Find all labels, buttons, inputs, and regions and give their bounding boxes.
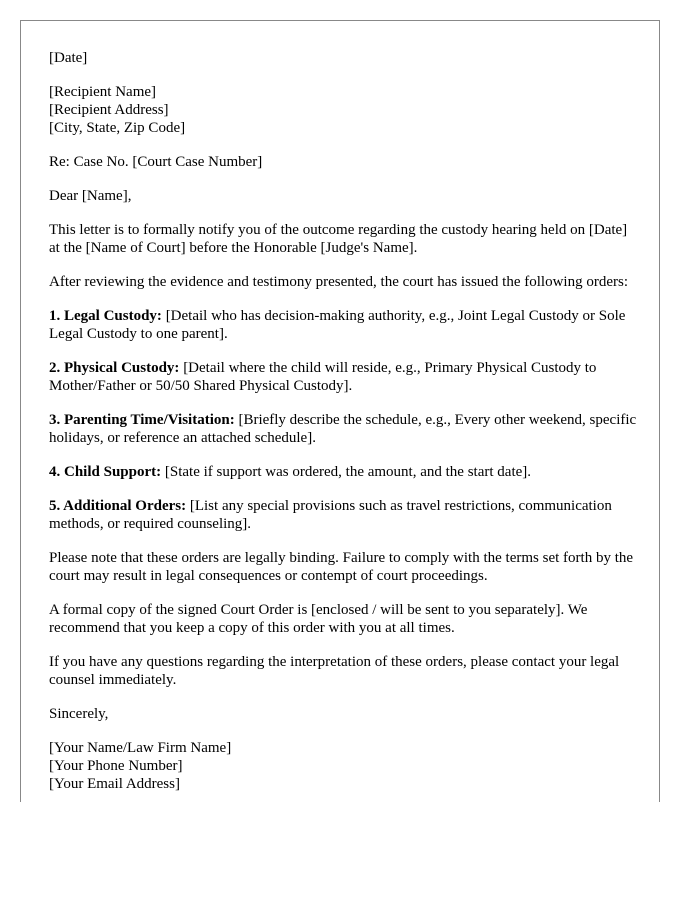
questions-paragraph: If you have any questions regarding the interpretation of these orders, please contact your legal counsel immediately.: [49, 654, 620, 688]
recipient-city: [City, State, Zip Code]: [49, 120, 186, 136]
order-text: [Detail who has decision-making authority, e.g., Joint Legal Custody or Sole Legal Custody to one parent].: [49, 308, 626, 342]
order-title: 2. Physical Custody:: [49, 360, 180, 376]
order-title: 3. Parenting Time/Visitation:: [49, 412, 235, 428]
order-text: [Detail where the child will reside, e.g., Primary Physical Custody to Mother/Father or 50/50 Shared Physical Custody].: [49, 360, 597, 394]
signature-name: [Your Name/Law Firm Name]: [49, 740, 232, 756]
order-item-physical-custody: [49, 359, 639, 395]
recipient-block: [49, 83, 639, 137]
recipient-address: [Recipient Address]: [49, 102, 169, 118]
order-item-child-support: [49, 463, 639, 481]
order-item-parenting-time: [49, 411, 639, 447]
order-title: 1. Legal Custody:: [49, 308, 162, 324]
order-text: [State if support was ordered, the amount, and the start date].: [161, 464, 532, 480]
order-item-additional-orders: [49, 497, 639, 533]
signature-email: [Your Email Address]: [49, 776, 180, 792]
order-text: [List any special provisions such as travel restrictions, communication methods, or required counseling].: [49, 498, 612, 532]
order-item-legal-custody: [49, 307, 639, 343]
date-line: [Date]: [49, 50, 88, 66]
order-title: 4. Child Support:: [49, 464, 162, 480]
closing: Sincerely,: [49, 706, 109, 722]
signature-phone: [Your Phone Number]: [49, 758, 183, 774]
intro-paragraph: This letter is to formally notify you of the outcome regarding the custody hearing held on [Date] at the [Name of Court] before the Honorable [Judge's Name].: [49, 222, 628, 256]
copy-note-paragraph: A formal copy of the signed Court Order is [enclosed / will be sent to you separately]. We recommend that you keep a copy of this order with you at all times.: [49, 602, 588, 636]
recipient-name: [Recipient Name]: [49, 84, 157, 100]
letter-body: [49, 49, 639, 802]
review-paragraph: After reviewing the evidence and testimony presented, the court has issued the following orders:: [49, 274, 628, 290]
order-title: 5. Additional Orders:: [49, 498, 187, 514]
signature-block: [49, 739, 639, 793]
letter-page: [20, 20, 660, 802]
re-line: Re: Case No. [Court Case Number]: [49, 154, 263, 170]
salutation: Dear [Name],: [49, 188, 132, 204]
order-text: [Briefly describe the schedule, e.g., Every other weekend, specific holidays, or reference an attached schedule].: [49, 412, 637, 446]
binding-note-paragraph: Please note that these orders are legally binding. Failure to comply with the terms set forth by the court may result in legal consequences or contempt of court proceedings.: [49, 550, 634, 584]
